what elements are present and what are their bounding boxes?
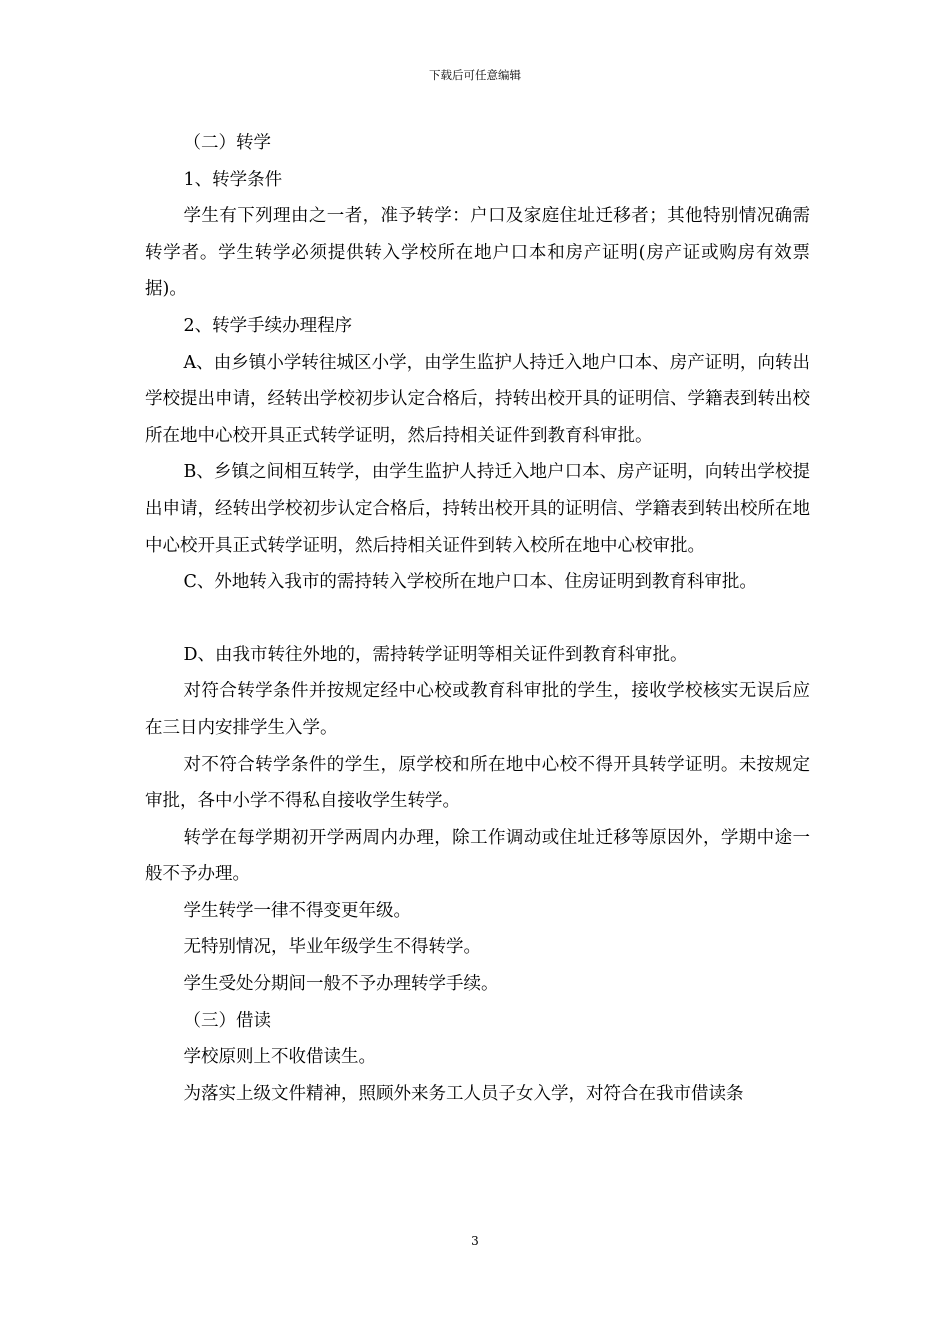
paragraph: 学校原则上不收借读生。 [183, 1047, 376, 1068]
subheading-transfer-conditions: 1、转学条件 [183, 169, 283, 190]
document-body [145, 125, 810, 1112]
paragraph: 对符合转学条件并按规定经中心校或教育科审批的学生，接收学校核实无误后应在三日内安排学生入学。 [145, 681, 810, 738]
section-heading-transfer: （二）转学 [183, 133, 271, 153]
paragraph: A、由乡镇小学转往城区小学，由学生监护人持迁入地户口本、房产证明，向转出学校提出申请，经转出学校初步认定合格后，持转出校开具的证明信、学籍表到转出校所在地中心校开具正式转学证明，然后持相关证件到教育科审批。 [145, 352, 810, 446]
paragraph: 无特别情况，毕业年级学生不得转学。 [183, 937, 481, 958]
paragraph: C、外地转入我市的需持转入学校所在地户口本、住房证明到教育科审批。 [183, 572, 757, 593]
blank-line [145, 601, 810, 637]
paragraph: B、乡镇之间相互转学，由学生监护人持迁入地户口本、房产证明，向转出学校提出申请，经转出学校初步认定合格后，持转出校开具的证明信、学籍表到转出校所在地中心校开具正式转学证明，然后持相关证件到转入校所在地中心校审批。 [145, 462, 810, 556]
paragraph: 学生有下列理由之一者，准予转学：户口及家庭住址迁移者；其他特别情况确需转学者。学生转学必须提供转入学校所在地户口本和房产证明(房产证或购房有效票据)。 [145, 206, 810, 300]
paragraph: 转学在每学期初开学两周内办理，除工作调动或住址迁移等原因外，学期中途一般不予办理。 [145, 827, 810, 885]
paragraph: D、由我市转往外地的，需持转学证明等相关证件到教育科审批。 [183, 644, 688, 665]
page-header: 下载后可任意编辑 [429, 68, 521, 82]
page-number: 3 [471, 1234, 479, 1248]
paragraph: 为落实上级文件精神，照顾外来务工人员子女入学，对符合在我市借读条 [183, 1083, 744, 1104]
section-heading-borrowing: （三）借读 [183, 1010, 271, 1031]
paragraph: 对不符合转学条件的学生，原学校和所在地中心校不得开具转学证明。未按规定审批，各中小学不得私自接收学生转学。 [145, 754, 810, 812]
subheading-transfer-procedure: 2、转学手续办理程序 [183, 315, 353, 336]
paragraph: 学生受处分期间一般不予办理转学手续。 [183, 974, 499, 995]
paragraph: 学生转学一律不得变更年级。 [183, 900, 411, 921]
